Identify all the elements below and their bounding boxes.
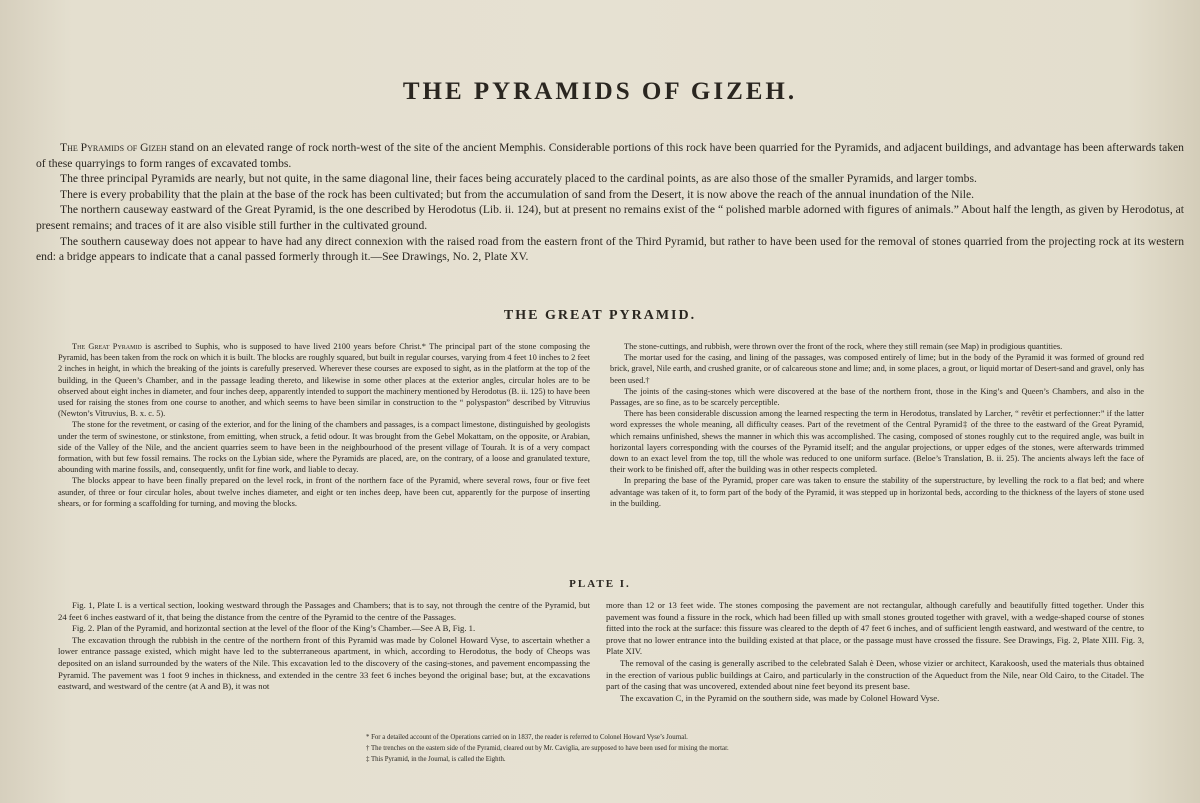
- plate-heading: PLATE I.: [569, 578, 631, 590]
- intro-paragraph: There is every probability that the plain at the base of the rock has been cultivated; but from the accumulation of sand from the Desert, it is now above the reach of the annual inundation of the Nile.: [60, 187, 974, 201]
- intro-paragraph: The northern causeway eastward of the Great Pyramid, is the one described by Herodotus (Lib. ii. 124), but at present no remains exist of the “ polished marble adorned with figures of animals.” About half the length, as given by Herodotus, at present remains; and traces of it are also visible still further in the cultivated ground.: [36, 203, 1184, 232]
- great-pyramid-heading: THE GREAT PYRAMID.: [503, 308, 697, 323]
- intro-section: [36, 140, 1184, 265]
- body-paragraph: There has been considerable discussion among the learned respecting the term in Herodotus, translated by Larcher, “ revêtir et perfectionner:” if the latter word expresses the whole meaning, all difficulty ceases. Part of the revetment of the Central Pyramid‡ of the three to the eastward of the Great Pyramid, which remains unfinished, shews the manner in which this was accomplished. The casing, composed of stones roughly cut to the required angle, was built in horizontal layers corresponding with the courses of the Pyramid itself; and the angular projections, or upper edges of the stones, were afterwards trimmed down to an exact level from the top, till the whole was reduced to one uniform surface. (Beloe’s Translation, B. ii. 25). The ancients always left the face of their work to be finished off, after the building was in other respects completed.: [610, 409, 1144, 475]
- intro-lead-text: The Pyramids of Gizeh: [60, 141, 167, 154]
- great-pyramid-left-column: [58, 341, 590, 509]
- intro-paragraph: The three principal Pyramids are nearly, but not quite, in the same diagonal line, their faces being accurately placed to the cardinal points, as are also those of the smaller Pyramids, and larger tombs.: [60, 172, 977, 186]
- great-pyramid-right-column: [610, 341, 1144, 509]
- body-paragraph: The stone-cuttings, and rubbish, were thrown over the front of the rock, where they still remain (see Map) in prodigious quantities.: [624, 342, 1063, 351]
- body-paragraph: Fig. 2. Plan of the Pyramid, and horizontal section at the level of the floor of the King’s Chamber.—See A B, Fig. 1.: [72, 623, 476, 634]
- footnotes: [366, 732, 986, 765]
- body-paragraph: The excavation through the rubbish in the centre of the northern front of this Pyramid was made by Colonel Howard Vyse, to ascertain whether a lower entrance passage existed, which might have led to the subterraneous apartment, in which, according to Herodotus, the body of Cheops was deposited on an island surrounded by the waters of the Nile. This excavation led to the discovery of the casing-stones, and pavement encompassing the Pyramid. The pavement was 1 foot 9 inches in thickness, and extended in the centre 33 feet 6 inches beyond the original base; but, at the excavations eastward, and westward of the centre (at A and B), it was not: [58, 634, 590, 692]
- intro-paragraph: [36, 140, 1184, 171]
- intro-paragraph: The southern causeway does not appear to have had any direct connexion with the raised road from the eastern front of the Third Pyramid, but rather to have been used for the removal of stones quarried from the projecting rock at its western end: a bridge appears to indicate that a canal passed formerly through it.—See Drawings, No. 2, Plate XV.: [36, 234, 1184, 264]
- plate-right-column: [606, 600, 1144, 704]
- footnote: ‡ This Pyramid, in the Journal, is called the Eighth.: [366, 756, 506, 763]
- body-paragraph: The stone for the revetment, or casing of the exterior, and for the lining of the chambers and passages, is a compact limestone, distinguished by geologists under the term of swinestone, or stinkstone, from emitting, when struck, a fetid odour. It was brought from the Gebel Mokattam, on the opposite, or Arabian, side of the Valley of the Nile, and the ancient quarries seem to have been in the neighbourhood of the present village of Tourah. It is of a very compact formation, with but few fossil remains. The rocks on the Lybian side, where the Pyramids are placed, are, on the contrary, of a loose and granulated texture, abounding with marine fossils, and, consequently, unfit for fine work, and liable to decay.: [58, 420, 590, 475]
- intro-text: stand on an elevated range of rock north-west of the site of the ancient Memphis. Considerable portions of this rock have been quarried for the Pyramids, and adjacent buildings, and advantage has been afterwards taken of these quarryings to form ranges of excavated tombs.: [36, 141, 1184, 170]
- body-paragraph: Fig. 1, Plate I. is a vertical section, looking westward through the Passages and Chambers; that is to say, not through the centre of the Pyramid, but 24 feet 6 inches eastward of it, that being the distance from the centre of the Pyramid to the centre of the Passages.: [58, 600, 590, 622]
- page-title: THE PYRAMIDS OF GIZEH.: [402, 78, 798, 105]
- lead-text: The Great Pyramid: [72, 342, 142, 351]
- footnote: * For a detailed account of the Operations carried on in 1837, the reader is referred to Colonel Howard Vyse’s Journal.: [366, 734, 688, 741]
- body-paragraph: more than 12 or 13 feet wide. The stones composing the pavement are not rectangular, although carefully and beautifully fitted together. Under this pavement was found a fissure in the rock, which had been filled up with small stones grouted together with gravel, with a wedge-shaped course of stones fitted into the rock at the surface: this fissure was cleared to the depth of 47 feet 6 inches, and of sufficient length eastward, and westward of the centre, to prove that no lower entrance into the building existed at that place, or the passage must have crossed the fissure. See Drawings, Fig. 2, Plate XIII. Fig. 3, Plate XIV.: [606, 600, 1144, 657]
- body-text: is ascribed to Suphis, who is supposed to have lived 2100 years before Christ.* The principal part of the stone composing the Pyramid, has been taken from the rock on which it is built. The blocks are roughly squared, but built in regular courses, varying from 4 feet 10 inches to 2 feet 2 inches in height, in which the breaking of the joints is carefully preserved. Wherever these courses are exposed to sight, as in the platform at the top of the building, in the Queen’s Chamber, and in the passage leading thereto, and likewise in some other places at the exterior angles, circular holes are to be observed about eight inches in diameter, and four inches deep, apparently intended to support the machinery mentioned by Herodotus (B. ii. 125) to have been used for raising the stones from one course to another, and which seems to have been similar in construction to the “ polyspaston” described by Vitruvius (Newton’s Vitruvius, B. x. c. 5).: [58, 342, 591, 419]
- body-paragraph: The mortar used for the casing, and lining of the passages, was composed entirely of lime; but in the body of the Pyramid it was formed of ground red brick, gravel, Nile earth, and crushed granite, or of calcareous stone and lime; and, in some places, a grout, or liquid mortar of Desert-sand and gravel, only has been used.†: [610, 353, 1144, 385]
- plate-left-column: [58, 600, 590, 693]
- footnote: † The trenches on the eastern side of the Pyramid, cleared out by Mr. Caviglia, are supposed to have been used for mixing the mortar.: [366, 745, 729, 752]
- body-paragraph: In preparing the base of the Pyramid, proper care was taken to ensure the stability of the superstructure, by levelling the rock to a flat bed; and where advantage was taken of it, to form part of the body of the Pyramid, it was stepped up in horizontal beds, according to the thickness of the layers of stone used in the building.: [610, 476, 1144, 508]
- body-paragraph: [58, 341, 590, 419]
- body-paragraph: The removal of the casing is generally ascribed to the celebrated Salah è Deen, whose vizier or architect, Karakoosh, used the materials thus obtained in the erection of various public buildings at Cairo, and particularly in the construction of the Aqueduct from the Nile, near Old Cairo, to the Citadel. The part of the casing that was uncovered, extended about nine feet beyond its present base.: [606, 657, 1144, 692]
- body-paragraph: The excavation C, in the Pyramid on the southern side, was made by Colonel Howard Vyse.: [620, 692, 940, 703]
- body-paragraph: The blocks appear to have been finally prepared on the level rock, in front of the northern face of the Pyramid, where several rows, four or five feet asunder, of three or four circular holes, about twelve inches diameter, and eight or ten inches deep, have been cut, apparently for the purpose of inserting shears, or for forming a scaffolding for turning, and moving the blocks.: [58, 476, 590, 508]
- body-paragraph: The joints of the casing-stones which were discovered at the base of the northern front, those in the King’s and Queen’s Chambers, and also in the Passages, are so fine, as to be scarcely perceptible.: [610, 386, 1144, 408]
